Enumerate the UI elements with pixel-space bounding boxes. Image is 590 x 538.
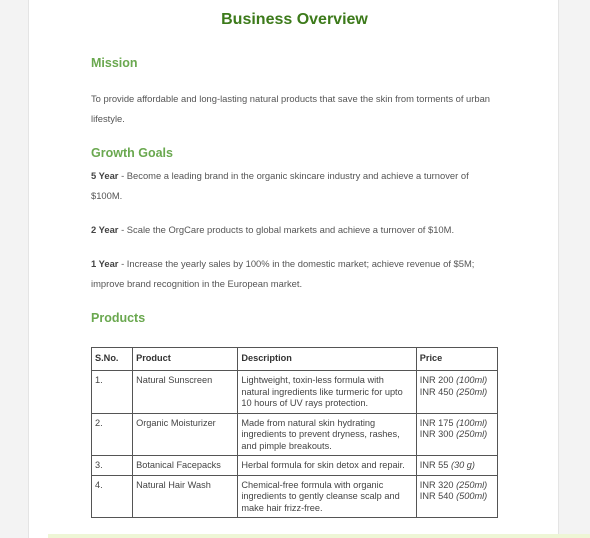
products-heading: Products bbox=[91, 311, 146, 325]
row-description: Lightweight, toxin-less formula with natural ingredients like turmeric for upto 10 hours of UV rays protection. bbox=[238, 371, 416, 414]
column-header-sno: S.No. bbox=[92, 348, 133, 371]
price-size: (100ml) bbox=[456, 417, 488, 428]
row-product: Organic Moisturizer bbox=[133, 413, 238, 456]
table-row bbox=[92, 475, 498, 518]
price-value: INR 300 bbox=[419, 429, 454, 439]
price-size: (250ml) bbox=[456, 479, 488, 490]
table-row bbox=[92, 456, 498, 476]
goal-text: - Become a leading brand in the organic skincare industry and achieve a turnover of $100M. bbox=[91, 170, 469, 201]
table-row bbox=[92, 413, 498, 456]
price-value: INR 540 bbox=[419, 491, 454, 501]
row-sno: 4. bbox=[92, 475, 133, 518]
price-value: INR 175 bbox=[419, 417, 454, 428]
price-value: INR 320 bbox=[419, 479, 454, 490]
row-product: Natural Sunscreen bbox=[133, 371, 238, 414]
mission-heading: Mission bbox=[91, 56, 138, 70]
goal-1-year bbox=[91, 254, 501, 294]
goal-label: 5 Year bbox=[91, 170, 119, 181]
row-description: Chemical-free formula with organic ingredients to gently cleanse scalp and make hair frizz-free. bbox=[238, 475, 416, 518]
price-size: (30 g) bbox=[450, 460, 475, 470]
price-value: INR 450 bbox=[419, 386, 454, 397]
mission-text: To provide affordable and long-lasting natural products that save the skin from torments of urban lifestyle. bbox=[91, 93, 491, 124]
goal-2-year bbox=[91, 220, 501, 240]
price-size: (250ml) bbox=[456, 386, 488, 397]
row-price bbox=[416, 475, 497, 518]
goal-text: - Scale the OrgCare products to global markets and achieve a turnover of $10M. bbox=[118, 224, 455, 235]
products-table bbox=[91, 347, 498, 518]
table-row bbox=[92, 371, 498, 414]
price-size: (500ml) bbox=[456, 491, 488, 501]
goal-label: 1 Year bbox=[91, 258, 119, 269]
price-line bbox=[420, 460, 494, 472]
price-line bbox=[420, 491, 494, 503]
row-price bbox=[416, 413, 497, 456]
price-line bbox=[420, 418, 494, 430]
column-header-product: Product bbox=[133, 348, 238, 371]
column-header-price: Price bbox=[416, 348, 497, 371]
row-description: Made from natural skin hydrating ingredients to prevent dryness, rashes, and pimple breakouts. bbox=[238, 413, 416, 456]
table-header-row bbox=[92, 348, 498, 371]
goal-text: - Increase the yearly sales by 100% in the domestic market; achieve revenue of $5M; improve brand recognition in the European market. bbox=[91, 258, 475, 289]
price-line bbox=[420, 429, 494, 441]
row-sno: 3. bbox=[92, 456, 133, 476]
page-title: Business Overview bbox=[221, 11, 368, 28]
row-description: Herbal formula for skin detox and repair. bbox=[238, 456, 416, 476]
document-page bbox=[28, 0, 559, 538]
price-value: INR 200 bbox=[419, 375, 454, 385]
column-header-description: Description bbox=[238, 348, 416, 371]
row-product: Botanical Facepacks bbox=[133, 456, 238, 476]
row-product: Natural Hair Wash bbox=[133, 475, 238, 518]
goal-5-year bbox=[91, 166, 501, 206]
growth-goals-heading: Growth Goals bbox=[91, 146, 173, 160]
price-line bbox=[420, 480, 494, 492]
price-value: INR 55 bbox=[419, 460, 449, 470]
bottom-strip bbox=[48, 534, 590, 538]
price-size: (250ml) bbox=[456, 429, 488, 439]
row-price bbox=[416, 456, 497, 476]
row-sno: 2. bbox=[92, 413, 133, 456]
price-line bbox=[420, 387, 494, 399]
row-sno: 1. bbox=[92, 371, 133, 414]
price-size: (100ml) bbox=[456, 375, 488, 385]
price-line bbox=[420, 375, 494, 387]
row-price bbox=[416, 371, 497, 414]
goal-label: 2 Year bbox=[91, 224, 119, 235]
